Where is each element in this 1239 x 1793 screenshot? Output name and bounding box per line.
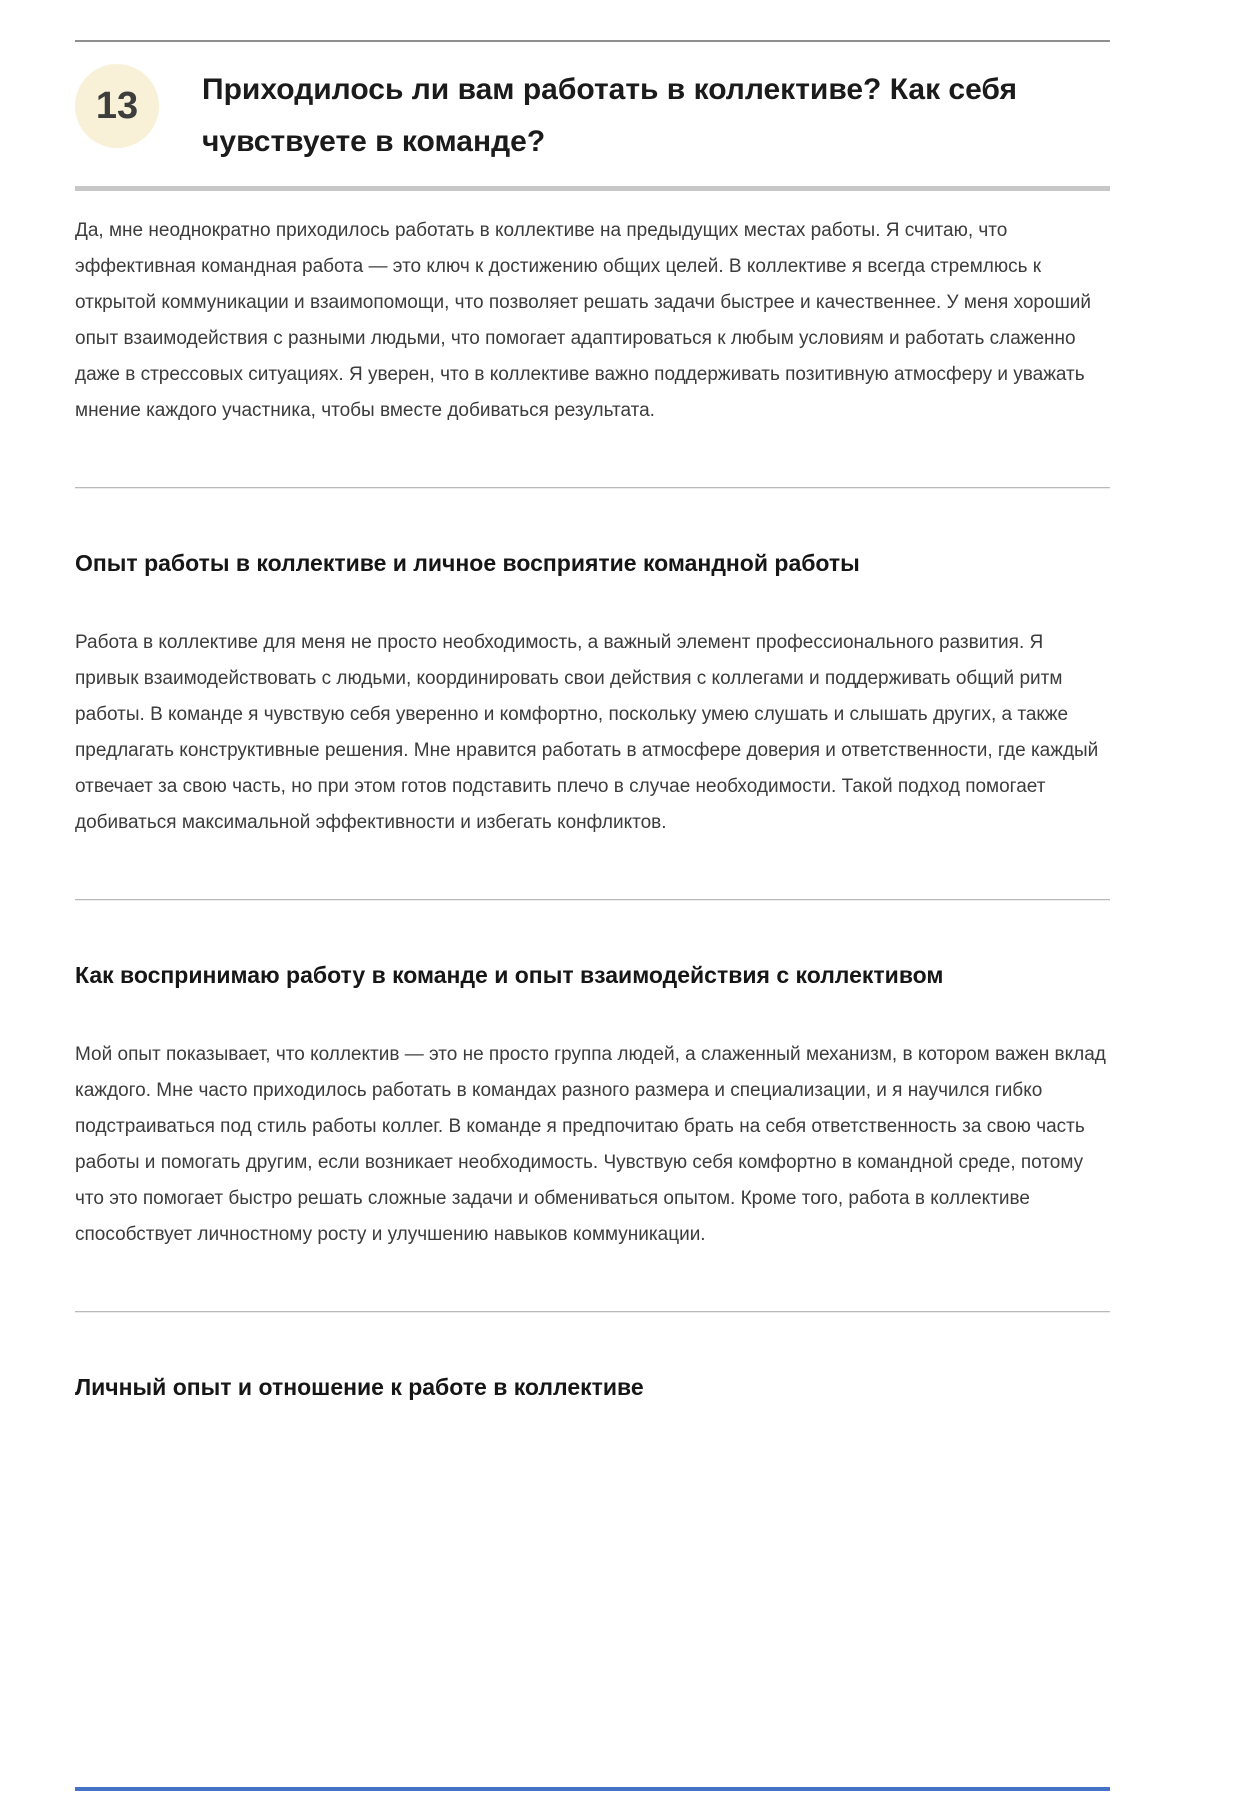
section-heading-3: Личный опыт и отношение к работе в коллективе <box>75 1374 644 1400</box>
question-page <box>75 40 1110 1409</box>
section-divider <box>75 899 1110 901</box>
question-number-badge <box>75 64 159 148</box>
section-paragraph-2: Мой опыт показывает, что коллектив — это не просто группа людей, а слаженный механизм, в котором важен вклад каждого. Мне часто приходилось работать в командах разного размера и специализации, и я научился гибко подстраиваться под стиль работы коллег. В команде я предпочитаю брать на себя ответственность за свою часть работы и помогать другим, если возникает необходимость. Чувствую себя комфортно в командной среде, потому что это помогает быстро решать сложные задачи и обмениваться опытом. Кроме того, работа в коллективе способствует личностному росту и улучшению навыков коммуникации. <box>75 1044 1106 1245</box>
section-paragraph-1: Работа в коллективе для меня не просто необходимость, а важный элемент профессионального развития. Я привык взаимодействовать с людьми, координировать свои действия с коллегами и поддерживать общий ритм работы. В команде я чувствую себя уверенно и комфортно, поскольку умею слушать и слышать других, а также предлагать конструктивные решения. Мне нравится работать в атмосфере доверия и ответственности, где каждый отвечает за свою часть, но при этом готов подставить плечо в случае необходимости. Такой подход помогает добиваться максимальной эффективности и избегать конфликтов. <box>75 632 1099 833</box>
question-header <box>75 64 1110 168</box>
next-section-accent-line <box>75 1787 1110 1791</box>
top-divider <box>75 40 1110 42</box>
question-title: Приходилось ли вам работать в коллективе? Как себя чувствуете в команде? <box>202 73 1018 158</box>
header-divider <box>75 186 1110 191</box>
question-number: 13 <box>95 84 139 127</box>
section-divider <box>75 1311 1110 1313</box>
section-heading-1: Опыт работы в коллективе и личное восприятие командной работы <box>75 550 860 576</box>
answer-intro-paragraph: Да, мне неоднократно приходилось работать в коллективе на предыдущих местах работы. Я считаю, что эффективная командная работа — это ключ к достижению общих целей. В коллективе я всегда стремлюсь к открытой коммуникации и взаимопомощи, что позволяет решать задачи быстрее и качественнее. У меня хороший опыт взаимодействия с разными людьми, что помогает адаптироваться к любым условиям и работать слаженно даже в стрессовых ситуациях. Я уверен, что в коллективе важно поддерживать позитивную атмосферу и уважать мнение каждого участника, чтобы вместе добиваться результата. <box>75 220 1092 421</box>
section-divider <box>75 487 1110 489</box>
section-heading-2: Как воспринимаю работу в команде и опыт взаимодействия с коллективом <box>75 962 944 988</box>
